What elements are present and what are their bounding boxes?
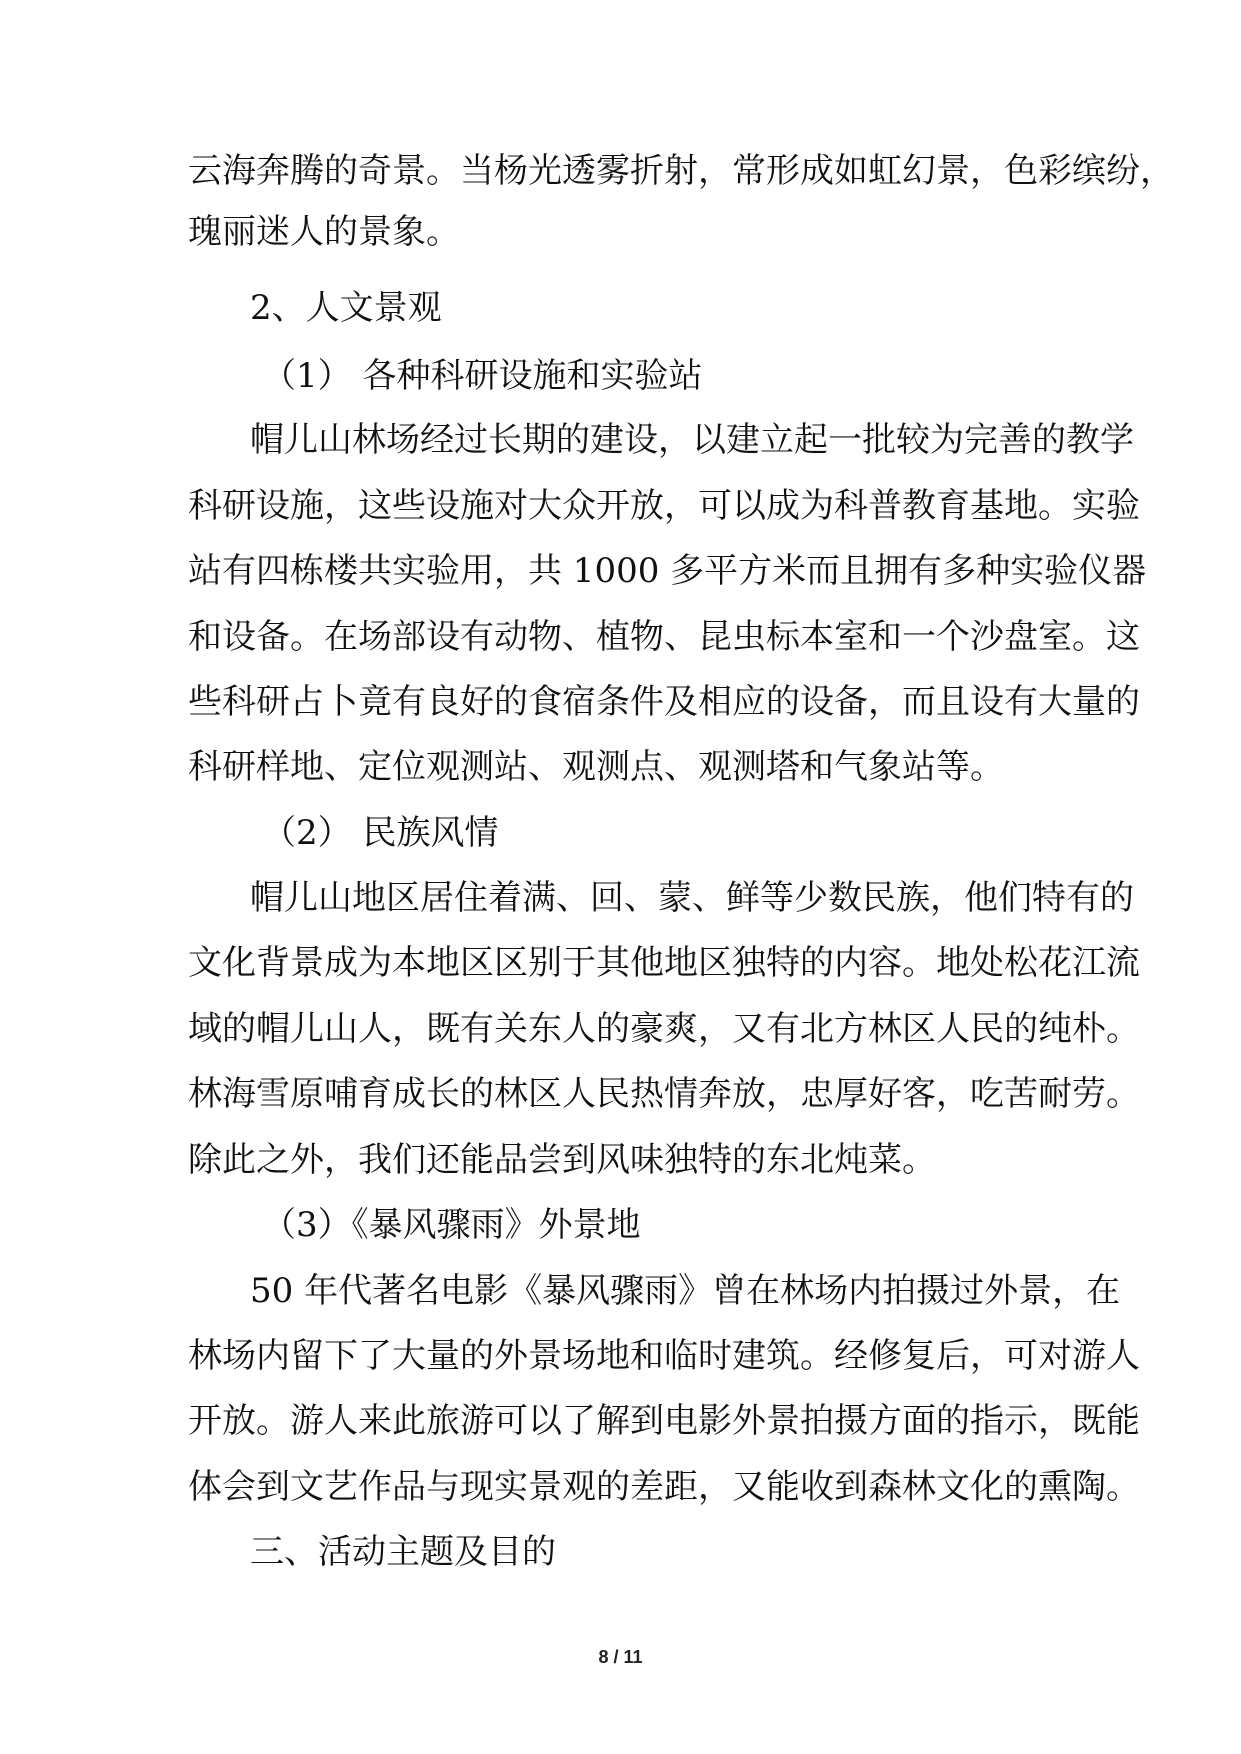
paragraph-line: 开放。游人来此旅游可以了解到电影外景拍摄方面的指示，既能 <box>188 1401 1140 1441</box>
paragraph-line: 站有四栋楼共实验用，共 1000 多平方米而且拥有多种实验仪器 <box>188 551 1147 591</box>
paragraph-line: 文化背景成为本地区区别于其他地区独特的内容。地处松花江流 <box>188 943 1140 983</box>
paragraph-line: 域的帽儿山人，既有关东人的豪爽，又有北方林区人民的纯朴。 <box>188 1009 1140 1049</box>
paragraph-line: 50 年代著名电影《暴风骤雨》曾在林场内拍摄过外景，在 <box>250 1271 1121 1311</box>
paragraph-line: 体会到文艺作品与现实景观的差距，又能收到森林文化的熏陶。 <box>188 1467 1140 1507</box>
paragraph-line: 除此之外，我们还能品尝到风味独特的东北炖菜。 <box>188 1140 936 1180</box>
section-heading: 三、活动主题及目的 <box>250 1532 556 1572</box>
page-number: 8 / 11 <box>598 1647 643 1667</box>
section-heading: 2、人文景观 <box>250 288 442 328</box>
paragraph-line: 科研样地、定位观测站、观测点、观测塔和气象站等。 <box>188 747 1004 787</box>
paragraph-line: 些科研占卜竟有良好的食宿条件及相应的设备，而且设有大量的 <box>188 682 1140 722</box>
subsection-heading: （3）《暴风骤雨》外景地 <box>262 1205 641 1245</box>
subsection-heading: （2） 民族风情 <box>262 813 499 853</box>
paragraph-line: 林场内留下了大量的外景场地和临时建筑。经修复后，可对游人 <box>188 1336 1140 1376</box>
subsection-heading: （1） 各种科研设施和实验站 <box>262 356 703 396</box>
paragraph-line: 和设备。在场部设有动物、植物、昆虫标本室和一个沙盘室。这 <box>188 617 1140 657</box>
paragraph-line: 瑰丽迷人的景象。 <box>188 212 460 252</box>
paragraph-line: 云海奔腾的奇景。当杨光透雾折射，常形成如虹幻景，色彩缤纷， <box>188 151 1174 191</box>
paragraph-line: 帽儿山林场经过长期的建设，以建立起一批较为完善的教学 <box>250 420 1134 460</box>
paragraph-line: 科研设施，这些设施对大众开放，可以成为科普教育基地。实验 <box>188 486 1140 526</box>
paragraph-line: 帽儿山地区居住着满、回、蒙、鲜等少数民族，他们特有的 <box>250 878 1134 918</box>
paragraph-line: 林海雪原哺育成长的林区人民热情奔放，忠厚好客，吃苦耐劳。 <box>188 1074 1140 1114</box>
